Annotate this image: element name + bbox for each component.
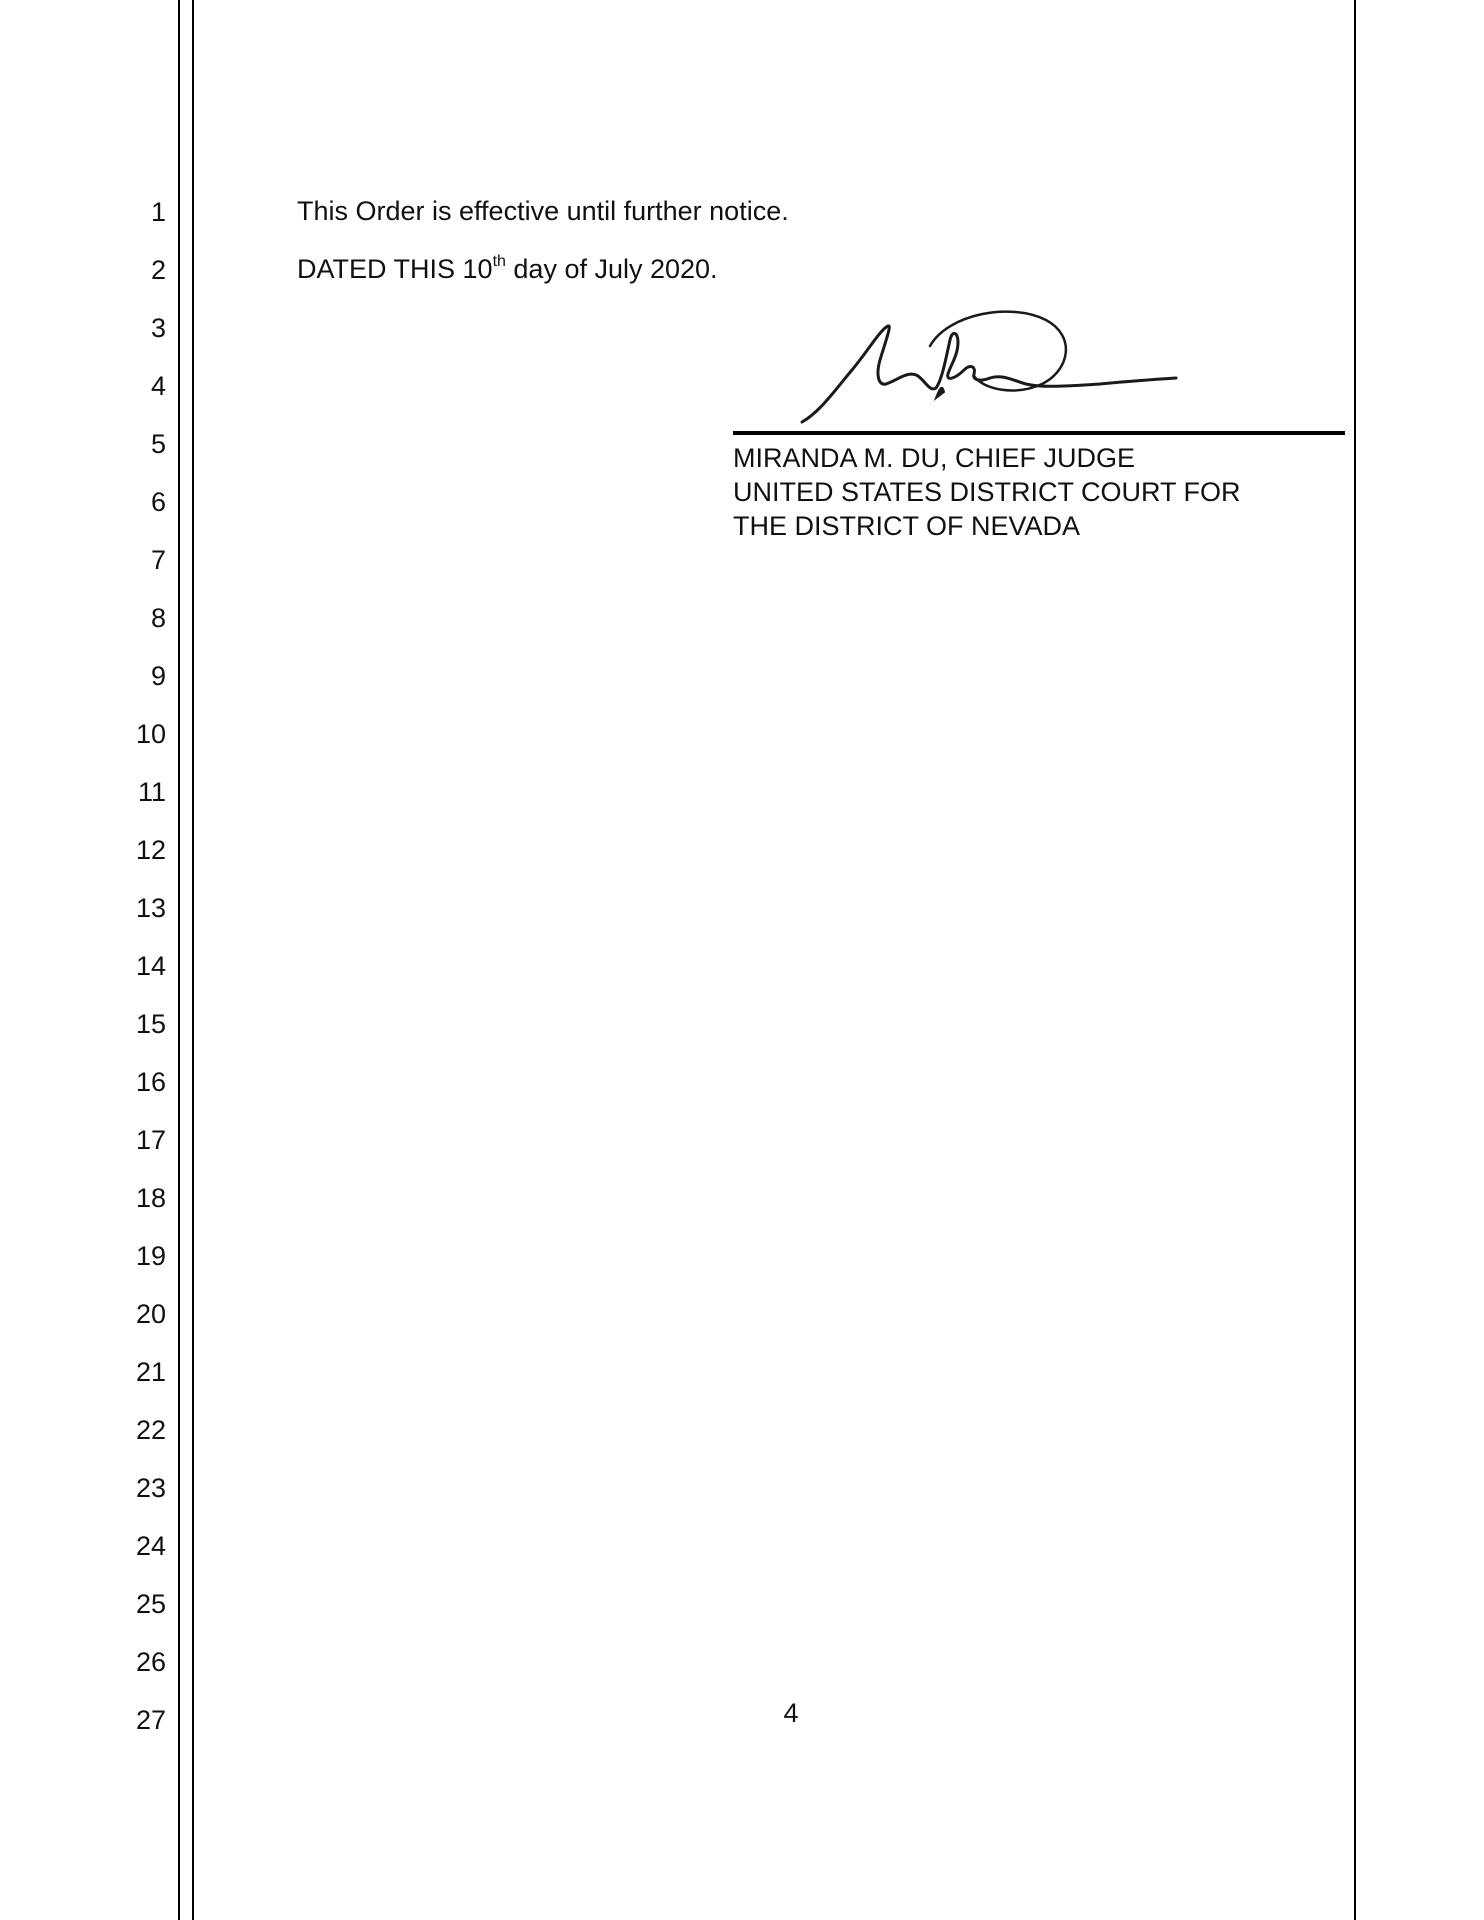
line-number: 16: [135, 1067, 166, 1097]
line-number: 10: [135, 719, 166, 749]
left-margin-rule-outer: [178, 0, 180, 1920]
judge-signature: [780, 300, 1200, 430]
order-effective-statement: This Order is effective until further notice.: [297, 196, 789, 226]
dated-statement: [297, 253, 718, 285]
line-number: 2: [150, 255, 166, 285]
line-number: 24: [135, 1531, 166, 1561]
line-number: 8: [150, 603, 166, 633]
signature-block: [733, 441, 1241, 543]
line-number: 5: [150, 429, 166, 459]
line-number: 17: [135, 1125, 166, 1155]
line-number: 6: [150, 487, 166, 517]
line-number: 7: [150, 545, 166, 575]
line-number: 12: [135, 835, 166, 865]
judge-name-title: MIRANDA M. DU, CHIEF JUDGE: [733, 443, 1136, 473]
line-number: 13: [135, 893, 166, 923]
line-number: 3: [150, 313, 166, 343]
court-line-2: THE DISTRICT OF NEVADA: [733, 511, 1081, 541]
dated-prefix: DATED THIS 10: [297, 254, 493, 284]
line-number: 15: [135, 1009, 166, 1039]
left-margin-rule-inner: [192, 0, 194, 1920]
line-number: 25: [135, 1589, 166, 1619]
court-line-1: UNITED STATES DISTRICT COURT FOR: [733, 477, 1241, 507]
right-margin-rule: [1354, 0, 1356, 1920]
line-number: 26: [135, 1647, 166, 1677]
page-number: 4: [783, 1698, 799, 1728]
line-number: 14: [135, 951, 166, 981]
line-number: 23: [135, 1473, 166, 1503]
line-number: 4: [150, 371, 166, 401]
line-number: 22: [135, 1415, 166, 1445]
dated-suffix: day of July 2020.: [505, 254, 718, 284]
line-number: 20: [135, 1299, 166, 1329]
signature-line: [733, 431, 1345, 435]
line-number: 11: [137, 777, 166, 807]
line-number: 18: [135, 1183, 166, 1213]
line-number: 19: [135, 1241, 166, 1271]
line-number: 9: [150, 661, 166, 691]
line-number: 1: [150, 197, 166, 227]
line-number: 27: [135, 1705, 166, 1735]
line-number: 21: [135, 1357, 166, 1387]
signature-image: [780, 300, 1200, 430]
dated-ordinal-suffix: th: [492, 253, 506, 270]
